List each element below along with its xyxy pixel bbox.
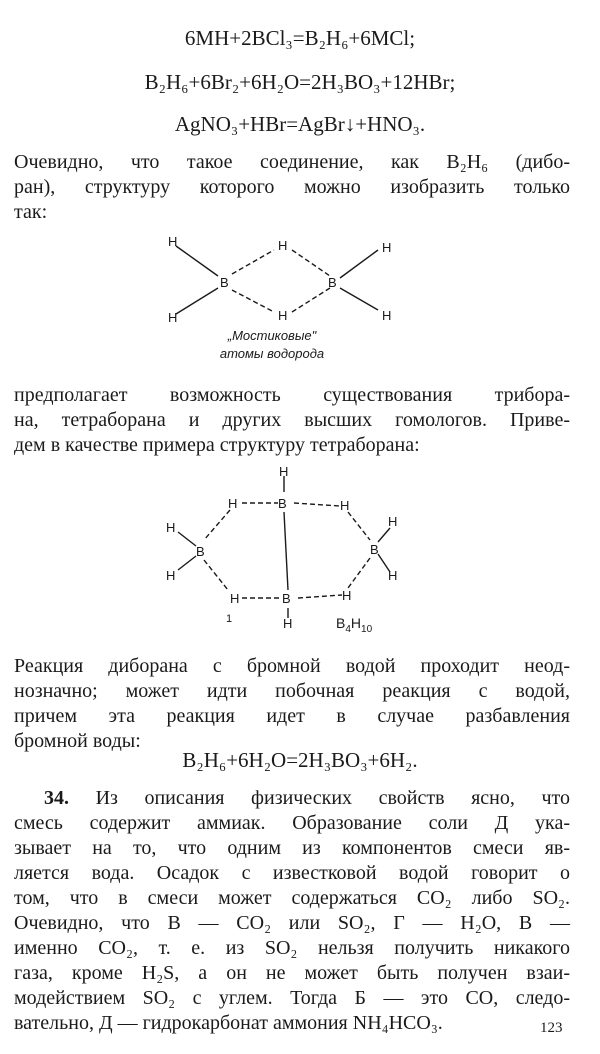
text-line: том, что в смеси может содержаться CO₂ либо SO₂. <box>14 887 570 909</box>
atom-b: B <box>328 275 337 290</box>
bond-line <box>340 250 378 278</box>
equation-silver-nitrate: AgNO₃+HBr=AgBr↓+HNO₃. <box>174 112 426 136</box>
text-line: модействием SO₂ с углем. Тогда Б — это CO, следо- <box>14 987 570 1009</box>
text-line: зывает на то, что одним из компонентов смеси яв- <box>14 837 570 859</box>
text-line <box>14 786 570 811</box>
text-line: вательно, Д — гидрокарбонат аммония NH₄HCO₃. <box>14 1012 443 1034</box>
text-line: газа, кроме H₂S, а он не может быть получен взаи- <box>14 962 570 984</box>
atom-h: H <box>382 308 392 323</box>
text-line: Реакция диборана с бромной водой проходит неод- <box>14 655 570 677</box>
text-line: ран), структуру которого можно изобразить только <box>14 176 570 198</box>
text-line-rest: Из описания физических свойств ясно, что <box>69 787 570 809</box>
paragraph-tetraborane-intro <box>14 383 570 458</box>
atom-h: H <box>166 520 176 535</box>
bond-line <box>178 556 196 570</box>
tetraborane-formula: $B_4H_{10}$ <box>336 615 373 635</box>
text-line: причем эта реакция идет в случае разбавления <box>14 705 570 727</box>
text-line: Очевидно, что такое соединение, как B₂H₆ (дибо- <box>14 151 570 173</box>
text-line: именно CO₂, т. е. из SO₂ нельзя получить никакого <box>14 937 570 959</box>
text-line: на, тетраборана и других высших гомологов. Приве- <box>14 409 570 431</box>
atom-h: H <box>168 234 178 249</box>
atom-b: B <box>220 275 229 290</box>
atom-h: H <box>279 464 289 479</box>
text-line: бромной воды: <box>14 730 141 752</box>
bridge-bond <box>348 512 370 540</box>
bridge-bond <box>298 595 342 598</box>
equation-borane-synthesis: 6MH+2BCl₃=B₂H₆+6MCl; <box>184 26 416 50</box>
text-line: ляется вода. Осадок с известковой водой говорит о <box>14 862 570 884</box>
bridge-bond <box>294 503 340 506</box>
text-line: так: <box>14 201 48 223</box>
bridge-bond <box>348 558 370 588</box>
bridge-bond <box>292 288 330 312</box>
bridge-bond <box>232 290 274 312</box>
tetraborane-structure-diagram <box>150 462 430 642</box>
bond-line <box>178 532 196 546</box>
atom-h: H <box>168 310 178 325</box>
bridge-caption-line2: атомы водорода <box>219 346 325 361</box>
paragraph-diborane-intro <box>14 150 570 225</box>
bridge-bond <box>204 560 228 590</box>
atom-h-bridge: H <box>340 498 350 513</box>
bond-line <box>284 512 288 590</box>
bond-line <box>378 528 390 542</box>
stray-mark: 1 <box>226 613 233 625</box>
paragraph-bromine-water <box>14 654 570 754</box>
text-line: дем в качестве примера структуру тетраборана: <box>14 434 420 456</box>
bridge-caption-line1: „Мостиковые" <box>227 328 317 343</box>
bridge-bond <box>204 510 230 540</box>
page-number: 123 <box>540 1020 563 1036</box>
text-line: нозначно; может идти побочная реакция с водой, <box>14 680 570 702</box>
atom-b: B <box>370 542 379 557</box>
atom-b: B <box>196 544 205 559</box>
atom-h: H <box>166 568 176 583</box>
atom-h-bridge: H <box>342 588 352 603</box>
bond-line <box>340 288 378 310</box>
atom-h-bridge: H <box>230 591 240 606</box>
text-line: смесь содержит аммиак. Образование соли Д ука- <box>14 812 570 834</box>
text-line: Очевидно, что В — CO₂ или SO₂, Г — H₂O, В — <box>14 912 570 934</box>
problem-number: 34. <box>44 787 69 809</box>
atom-h: H <box>388 514 398 529</box>
diborane-structure-diagram <box>140 222 440 372</box>
atom-h: H <box>283 616 293 631</box>
atom-h: H <box>382 240 392 255</box>
atom-b: B <box>282 591 291 606</box>
atom-b: B <box>278 496 287 511</box>
bridge-bond <box>232 250 274 274</box>
equation-diborane-hydrolysis: B₂H₆+6H₂O=2H₃BO₃+6H₂. <box>182 748 418 772</box>
bridge-bond <box>292 250 330 276</box>
atom-h-bridge: H <box>278 238 288 253</box>
paragraph-problem-34 <box>14 786 570 1036</box>
bond-line <box>176 288 218 314</box>
text-line: предполагает возможность существования трибора- <box>14 384 570 406</box>
atom-h-bridge: H <box>228 496 238 511</box>
bond-line <box>176 246 218 276</box>
atom-h: H <box>388 568 398 583</box>
atom-h-bridge: H <box>278 308 288 323</box>
equation-diborane-bromine: B₂H₆+6Br₂+6H₂O=2H₃BO₃+12HBr; <box>144 70 456 94</box>
